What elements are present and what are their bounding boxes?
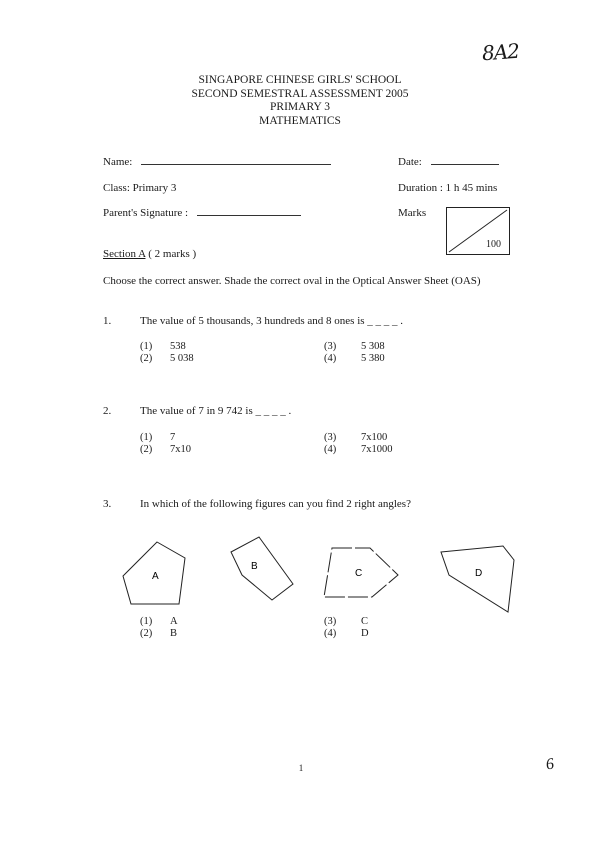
figure-b-label: B [251, 561, 258, 572]
question-3-number: 3. [103, 498, 112, 510]
figure-c-label: C [355, 568, 363, 579]
section-marks: ( 2 marks ) [148, 248, 197, 260]
level-title: PRIMARY 3 [270, 101, 330, 113]
option-number: (4) [324, 444, 337, 455]
option-number: (2) [140, 444, 153, 455]
option-number: (2) [140, 353, 153, 364]
option-text: A [170, 616, 178, 627]
option-number: (4) [324, 628, 337, 639]
question-1-option-2[interactable] [140, 353, 194, 364]
option-text: D [361, 628, 369, 639]
option-text: 5 380 [361, 353, 385, 364]
date-blank [431, 164, 499, 165]
question-1-option-4[interactable] [324, 353, 385, 364]
duration-field: Duration : 1 h 45 mins [398, 182, 498, 194]
option-number: (1) [140, 341, 153, 352]
school-name: SINGAPORE CHINESE GIRLS' SCHOOL [198, 74, 402, 86]
option-text: 7 [170, 432, 176, 443]
section-name: Section A [103, 248, 146, 260]
section-heading [103, 248, 196, 260]
question-2-option-2[interactable] [140, 444, 191, 455]
option-number: (1) [140, 616, 153, 627]
parent-signature-field [103, 207, 301, 219]
option-text: 7x10 [170, 444, 191, 455]
option-text: B [170, 628, 178, 639]
name-blank [141, 164, 331, 165]
question-1-text: The value of 5 thousands, 3 hundreds and 8 ones is _ _ _ _ . [140, 315, 404, 327]
question-3-option-1[interactable] [140, 616, 178, 627]
option-number: (4) [324, 353, 337, 364]
date-label: Date: [398, 156, 422, 168]
question-2-number: 2. [103, 405, 112, 417]
option-text: 7x1000 [361, 444, 393, 455]
question-1-option-1[interactable] [140, 341, 186, 352]
question-3-option-4[interactable] [324, 628, 369, 639]
parent-signature-label: Parent's Signature : [103, 207, 189, 219]
question-3-option-3[interactable] [324, 616, 368, 627]
question-2-text: The value of 7 in 9 742 is _ _ _ _ . [140, 405, 292, 417]
marks-total: 100 [486, 239, 501, 250]
marks-label: Marks [398, 207, 427, 219]
figure-a-label: A [152, 571, 159, 582]
option-number: (3) [324, 616, 337, 627]
option-text: 5 308 [361, 341, 385, 352]
figure-a [123, 542, 185, 604]
class-field: Class: Primary 3 [103, 182, 177, 194]
figure-b [231, 537, 293, 600]
document-header [0, 74, 600, 128]
question-3-figures [110, 530, 530, 620]
marks-box [446, 207, 510, 255]
option-text: C [361, 616, 369, 627]
handwritten-bottom-mark: 6 [544, 755, 556, 774]
option-number: (1) [140, 432, 153, 443]
figure-c [324, 548, 398, 597]
option-text: 5 038 [170, 353, 194, 364]
question-2-option-3[interactable] [324, 432, 387, 443]
question-2-option-4[interactable] [324, 444, 393, 455]
question-1-number: 1. [103, 315, 112, 327]
name-field [103, 156, 331, 168]
date-field [398, 156, 499, 168]
subject-title: MATHEMATICS [259, 114, 341, 127]
question-1-option-3[interactable] [324, 341, 385, 352]
question-3-option-2[interactable] [140, 628, 177, 639]
option-number: (2) [140, 628, 153, 639]
question-3-text: In which of the following figures can you find 2 right angles? [140, 498, 411, 510]
name-label: Name: [103, 156, 133, 168]
option-number: (3) [324, 341, 337, 352]
option-text: 538 [170, 341, 186, 352]
figure-d-label: D [475, 568, 483, 579]
page-number: 1 [298, 763, 304, 773]
instruction-text: Choose the correct answer. Shade the correct oval in the Optical Answer Sheet (OAS) [103, 275, 481, 287]
question-2-option-1[interactable] [140, 432, 175, 443]
option-text: 7x100 [361, 432, 388, 443]
parent-signature-blank [197, 215, 301, 216]
figure-d [441, 546, 514, 612]
corner-handwritten-note: 8A2 [481, 38, 520, 66]
option-number: (3) [324, 432, 337, 443]
assessment-title: SECOND SEMESTRAL ASSESSMENT 2005 [191, 87, 409, 100]
